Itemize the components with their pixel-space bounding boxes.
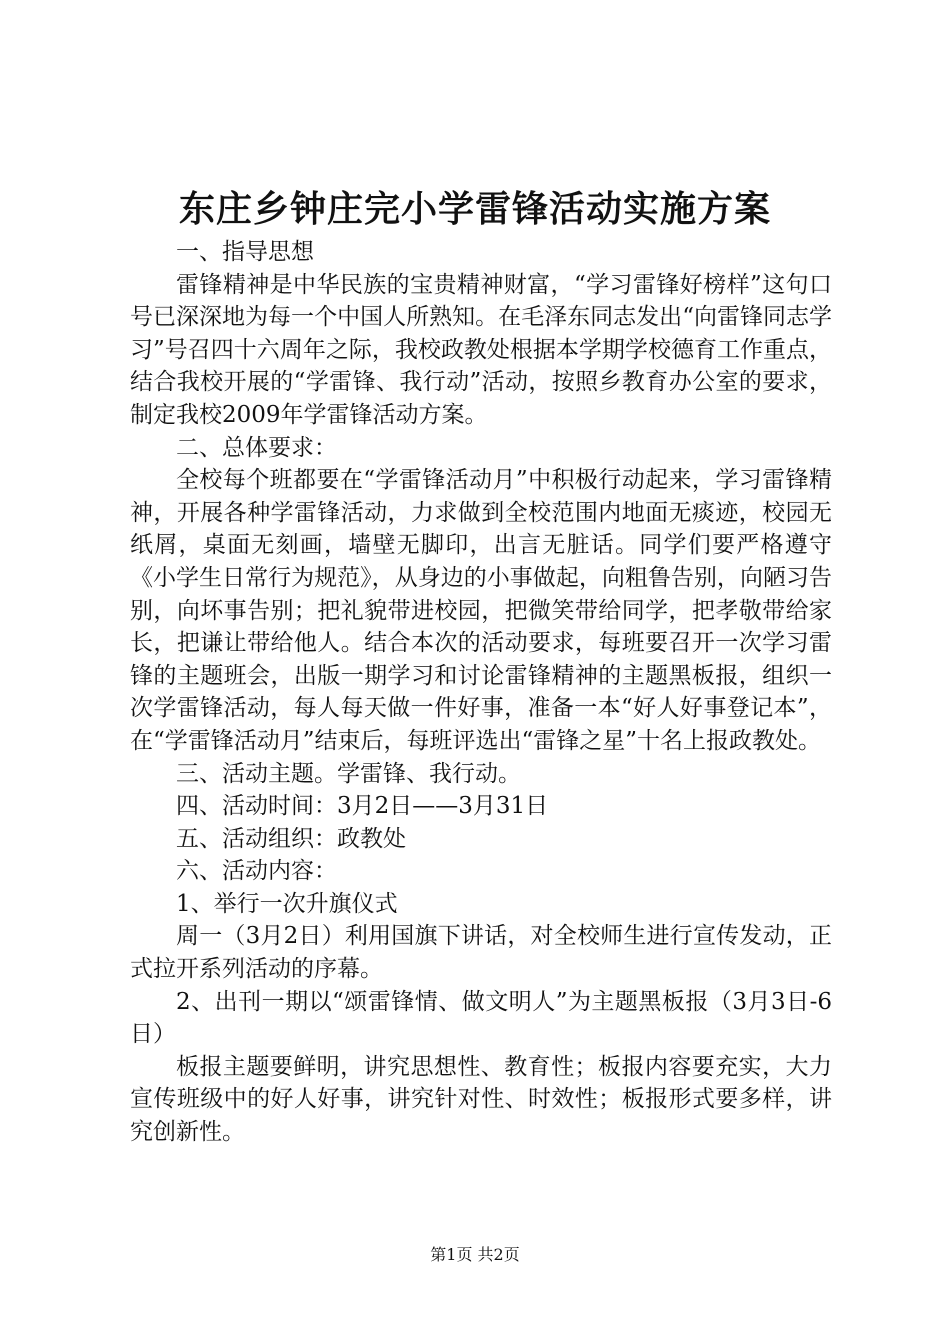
item-heading-flag-ceremony: 1、举行一次升旗仪式 — [176, 890, 398, 917]
document-title: 东庄乡钟庄完小学雷锋活动实施方案 — [178, 188, 771, 230]
section-heading-guiding-ideology: 一、指导思想 — [176, 239, 314, 265]
document-body — [130, 236, 832, 1149]
section-heading-general-requirements: 二、总体要求： — [176, 434, 337, 461]
section-activity-time: 四、活动时间：3月2日——3月31日 — [176, 793, 549, 820]
paragraph-general-requirements: 全校每个班都要在“学雷锋活动月”中积极行动起来，学习雷锋精神，开展各种学雷锋活动，力求做到全校范围内地面无痰迹，校园无纸屑，桌面无刻画，墙壁无脚印，出言无脏话。同学们要严格遵守《小学生日常行为规范》，从身边的小事做起，向粗鲁告别，向陋习告别，向坏事告别；把礼貌带进校园，把微笑带给同学，把孝敬带给家长，把谦让带给他人。结合本次的活动要求，每班要召开一次学习雷锋的主题班会，出版一期学习和讨论雷锋精神的主题黑板报，组织一次学雷锋活动，每人每天做一件好事，准备一本“好人好事登记本”，在“学雷锋活动月”结束后，每班评选出“雷锋之星”十名上报政教处。 — [130, 467, 832, 754]
section-activity-organizer: 五、活动组织：政教处 — [176, 825, 406, 852]
page-number-footer: 第1页 共2页 — [430, 1245, 520, 1264]
paragraph-blackboard-newspaper: 板报主题要鲜明，讲究思想性、教育性；板报内容要充实，大力宣传班级中的好人好事，讲究针对性、时效性；板报形式要多样，讲究创新性。 — [130, 1053, 832, 1146]
item-heading-blackboard-newspaper: 2、出刊一期以“颂雷锋情、做文明人”为主题黑板报（3月3日-6日） — [130, 988, 832, 1048]
section-activity-theme: 三、活动主题。学雷锋、我行动。 — [176, 760, 521, 787]
section-heading-activity-content: 六、活动内容： — [176, 858, 337, 885]
paragraph-guiding-ideology: 雷锋精神是中华民族的宝贵精神财富，“学习雷锋好榜样”这句口号已深深地为每一个中国人所熟知。在毛泽东同志发出“向雷锋同志学习”号召四十六周年之际，我校政教处根据本学期学校德育工作重点，结合我校开展的“学雷锋、我行动”活动，按照乡教育办公室的要求，制定我校2009年学雷锋活动方案。 — [130, 271, 832, 428]
paragraph-flag-ceremony: 周一（3月2日）利用国旗下讲话，对全校师生进行宣传发动，正式拉开系列活动的序幕。 — [130, 923, 832, 983]
